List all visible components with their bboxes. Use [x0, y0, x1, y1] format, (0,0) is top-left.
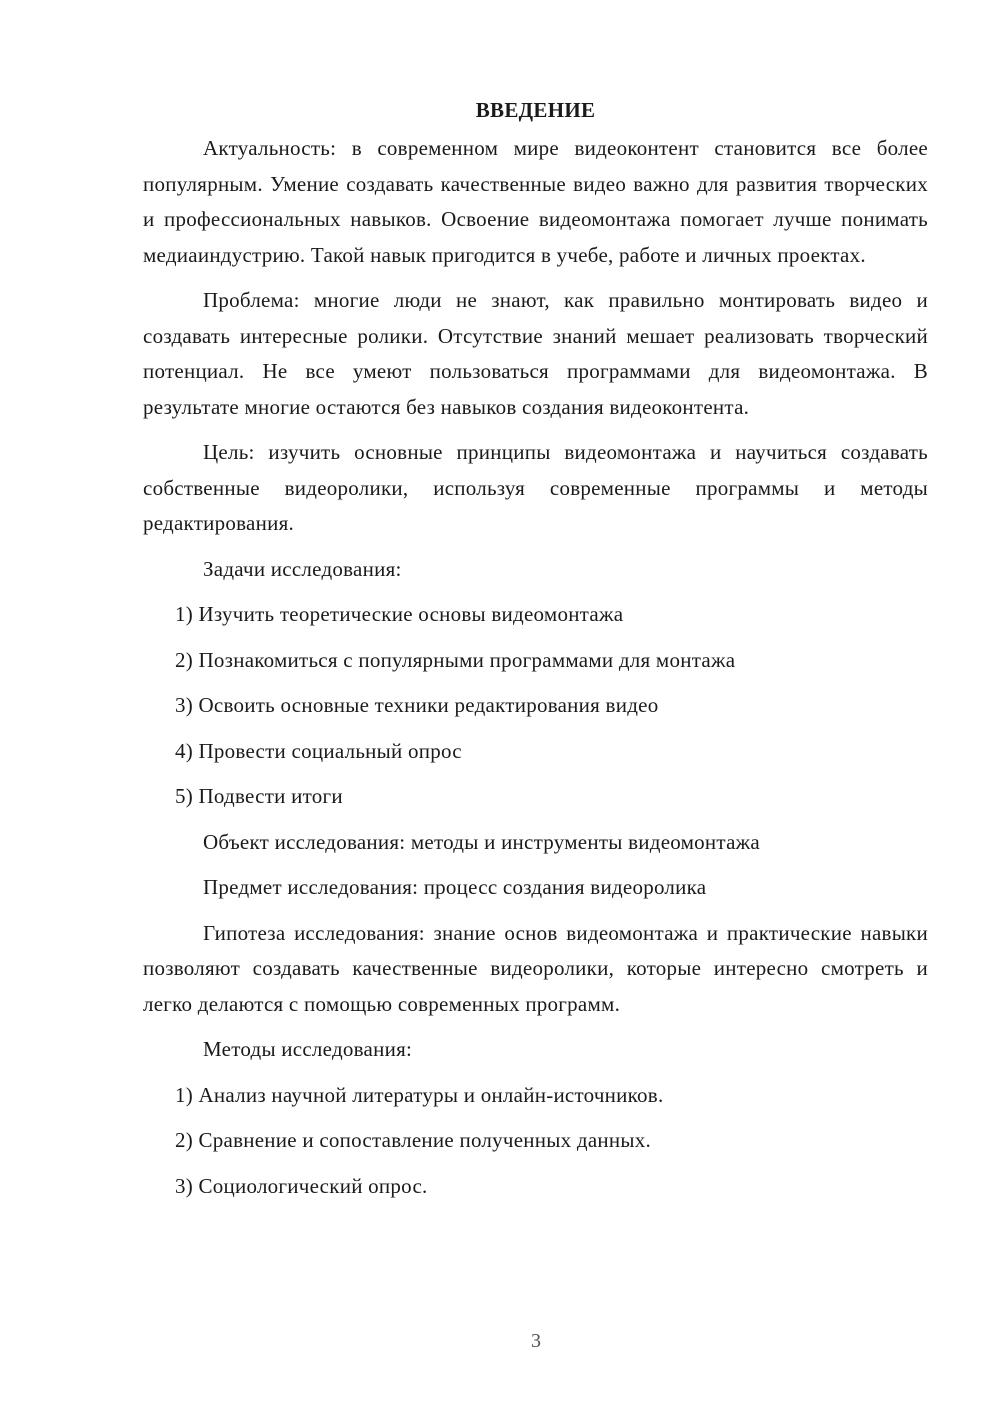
hypothesis-paragraph: Гипотеза исследования: знание основ видеомонтажа и практические навыки позволяют создавать качественные видеоролики, которые интересно смотреть и легко делаются с помощью современных программ.: [143, 920, 928, 1016]
task-item: 3) Освоить основные техники редактирования видео: [175, 693, 659, 717]
methods-heading: Методы исследования:: [203, 1037, 413, 1061]
document-page: [143, 92, 928, 1214]
relevance-paragraph: Актуальность: в современном мире видеоконтент становится все более популярным. Умение создавать качественные видео важно для развития творческих и профессиональных навыков. Освоение видеомонтажа помогает лучше понимать медиаиндустрию. Такой навык пригодится в учебе, работе и личных проектах.: [143, 136, 928, 267]
tasks-heading: Задачи исследования:: [203, 556, 402, 581]
task-item: 4) Провести социальный опрос: [175, 738, 462, 763]
task-item: 2) Познакомиться с популярными программами для монтажа: [175, 647, 736, 672]
task-item: 1) Изучить теоретические основы видеомонтажа: [175, 602, 624, 626]
method-item: 1) Анализ научной литературы и онлайн-источников.: [175, 1082, 664, 1107]
problem-paragraph: Проблема: многие люди не знают, как правильно монтировать видео и создавать интересные ролики. Отсутствие знаний мешает реализовать творческий потенциал. Не все умеют пользоваться программами для видеомонтажа. В результате многие остаются без навыков создания видеоконтента.: [143, 288, 928, 419]
goal-paragraph: Цель: изучить основные принципы видеомонтажа и научиться создавать собственные видеоролики, используя современные программы и методы редактирования.: [143, 440, 928, 535]
page-number: 3: [531, 1330, 541, 1352]
method-item: 2) Сравнение и сопоставление полученных данных.: [175, 1128, 651, 1152]
page-title: ВВЕДЕНИЕ: [475, 98, 596, 122]
method-item: 3) Социологический опрос.: [175, 1173, 428, 1198]
research-object: Объект исследования: методы и инструменты видеомонтажа: [203, 829, 760, 854]
research-subject: Предмет исследования: процесс создания видеоролика: [203, 875, 707, 899]
task-item: 5) Подвести итоги: [175, 784, 343, 808]
